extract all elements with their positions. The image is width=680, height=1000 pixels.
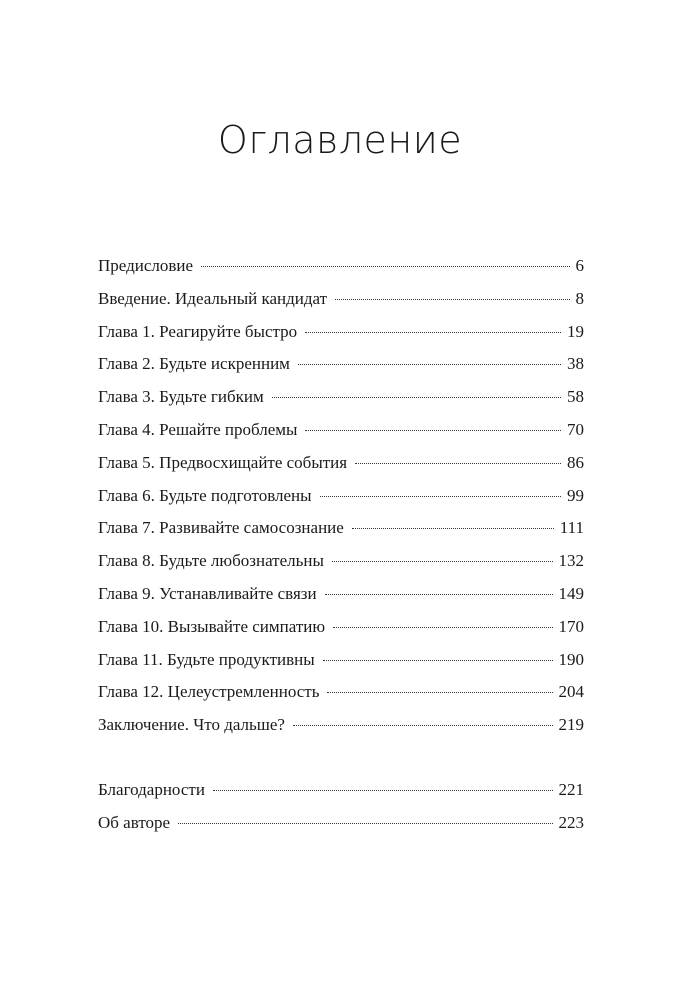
toc-entry[interactable] bbox=[98, 676, 584, 709]
toc-entry-label: Заключение. Что дальше? bbox=[98, 715, 285, 735]
dot-leader bbox=[272, 397, 561, 398]
toc-entry-page: 190 bbox=[558, 649, 584, 669]
toc-entry-label: Предисловие bbox=[98, 256, 194, 275]
toc-entry[interactable] bbox=[98, 348, 584, 381]
toc-entry-label: Глава 2. Будьте искренним bbox=[98, 354, 290, 374]
toc-entry[interactable] bbox=[98, 545, 584, 578]
toc-entry-page: 204 bbox=[558, 682, 584, 702]
toc-entry-page: 70 bbox=[567, 419, 584, 439]
dot-leader bbox=[333, 627, 552, 628]
toc-entry-label: Глава 9. Устанавливайте связи bbox=[98, 583, 317, 603]
toc-entry[interactable] bbox=[98, 316, 584, 349]
toc-entry[interactable] bbox=[98, 381, 584, 414]
dot-leader bbox=[213, 790, 553, 791]
dot-leader bbox=[201, 266, 569, 267]
toc-entry-page: 86 bbox=[567, 452, 584, 472]
toc-entry-label: Глава 11. Будьте продуктивны bbox=[98, 649, 315, 669]
toc-entry-label: Об авторе bbox=[98, 812, 171, 832]
toc-entry[interactable] bbox=[98, 447, 584, 480]
toc-entry-page: 19 bbox=[567, 321, 584, 341]
toc-entry-page: 170 bbox=[558, 616, 584, 636]
toc-entry-label: Введение. Идеальный кандидат bbox=[98, 288, 328, 308]
toc-entry-label: Благодарности bbox=[98, 779, 205, 799]
dot-leader bbox=[332, 561, 553, 562]
toc-entry[interactable] bbox=[98, 480, 584, 513]
section-gap bbox=[98, 742, 584, 774]
toc-entry[interactable] bbox=[98, 644, 584, 677]
toc-entry-page: 111 bbox=[559, 518, 584, 538]
toc-entry[interactable] bbox=[98, 807, 584, 840]
toc-entry-label: Глава 3. Будьте гибким bbox=[98, 387, 264, 407]
toc-entry-page: 221 bbox=[558, 779, 584, 799]
toc-entry-label: Глава 4. Решайте проблемы bbox=[98, 419, 298, 439]
toc-entry-label: Глава 12. Целеустремленность bbox=[98, 682, 320, 702]
toc-entry-label: Глава 10. Вызывайте симпатию bbox=[98, 616, 326, 636]
toc-entry-page: 6 bbox=[575, 256, 584, 275]
dot-leader bbox=[320, 496, 561, 497]
toc-entry-label: Глава 1. Реагируйте быстро bbox=[98, 321, 298, 341]
toc-entry[interactable] bbox=[98, 512, 584, 545]
page-title: Оглавление bbox=[217, 118, 463, 162]
toc-entry[interactable] bbox=[98, 709, 584, 742]
toc-entry-page: 99 bbox=[567, 485, 584, 505]
toc-entry[interactable] bbox=[98, 578, 584, 611]
toc-entry-label: Глава 6. Будьте подготовлены bbox=[98, 485, 312, 505]
toc-entry[interactable] bbox=[98, 414, 584, 447]
dot-leader bbox=[298, 364, 561, 365]
toc-entry-page: 219 bbox=[558, 715, 584, 735]
toc-entry[interactable] bbox=[98, 283, 584, 316]
toc-entry-label: Глава 8. Будьте любознательны bbox=[98, 551, 324, 571]
dot-leader bbox=[355, 463, 561, 464]
toc-entry-page: 223 bbox=[558, 812, 584, 832]
toc-entry[interactable] bbox=[98, 774, 584, 807]
dot-leader bbox=[293, 725, 553, 726]
dot-leader bbox=[352, 528, 554, 529]
table-of-contents bbox=[98, 250, 584, 840]
dot-leader bbox=[323, 660, 553, 661]
toc-entry-label: Глава 5. Предвосхищайте события bbox=[98, 452, 348, 472]
dot-leader bbox=[305, 332, 561, 333]
toc-entry-page: 8 bbox=[575, 288, 584, 308]
dot-leader bbox=[305, 430, 561, 431]
toc-entry-page: 149 bbox=[558, 583, 584, 603]
dot-leader bbox=[335, 299, 569, 300]
toc-entry-page: 132 bbox=[558, 551, 584, 571]
dot-leader bbox=[325, 594, 553, 595]
toc-entry-label: Глава 7. Развивайте самосознание bbox=[98, 518, 344, 538]
dot-leader bbox=[178, 823, 552, 824]
toc-entry[interactable] bbox=[98, 250, 584, 283]
toc-entry-page: 58 bbox=[567, 387, 584, 407]
toc-entry[interactable] bbox=[98, 611, 584, 644]
toc-entry-page: 38 bbox=[567, 354, 584, 374]
dot-leader bbox=[327, 692, 552, 693]
